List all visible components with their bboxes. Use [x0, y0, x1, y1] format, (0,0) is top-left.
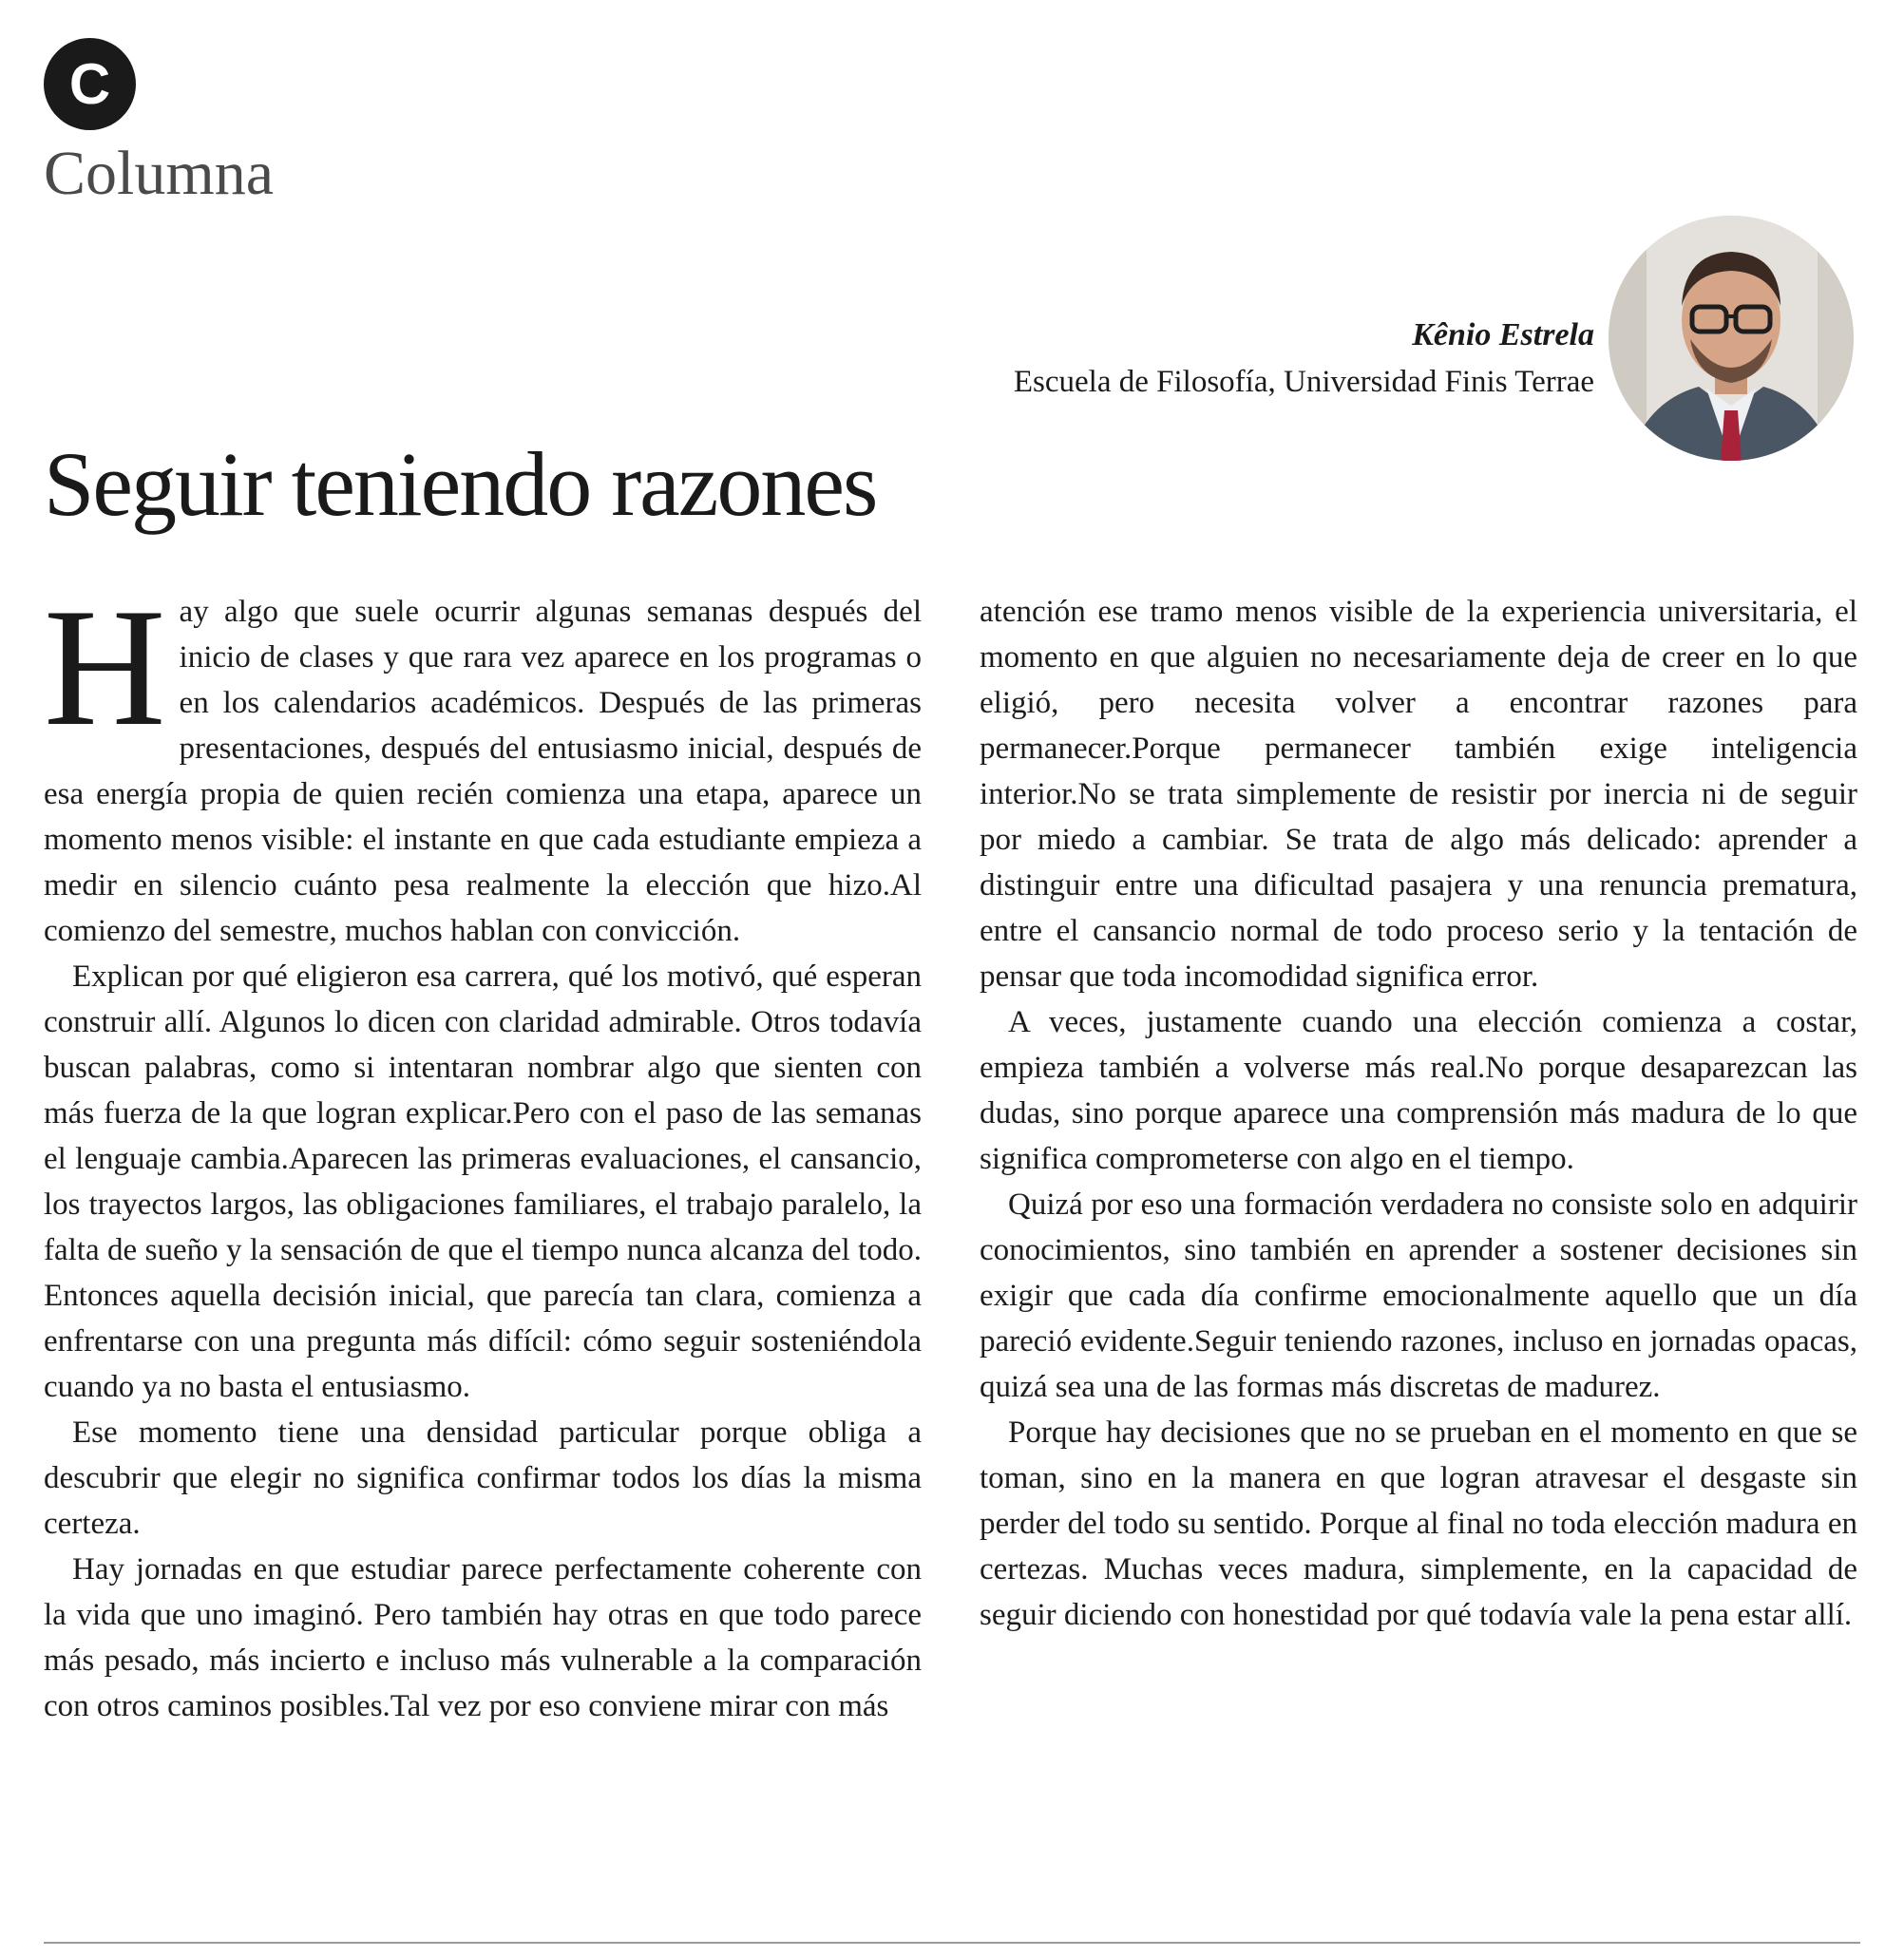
article-paragraph: atención ese tramo menos visible de la experiencia universitaria, el momento en que alguien no necesariamente deja de creer en lo que eligió, pero necesita volver a encontrar razones para permanecer.Porque permanecer también exige inteligencia interior.No se trata simplemente de resistir por inercia ni de seguir por miedo a cambiar. Se trata de algo más delicado: aprender a distinguir entre una dificultad pasajera y una renuncia prematura, entre el cansancio normal de todo proceso serio y la tentación de pensar que toda incomodidad significa error. — [980, 595, 1857, 994]
headline: Seguir teniendo razones — [44, 433, 877, 535]
author-photo — [1609, 216, 1854, 461]
article-paragraph: Porque hay decisiones que no se prueban en el momento en que se toman, sino en la manera en que logran atravesar el desgaste sin perder del todo su sentido. Porque al final no toda elección madura en certezas. Muchas veces madura, simplemente, en la capacidad de seguir diciendo con honestidad por qué todavía vale la pena estar allí. — [980, 1416, 1857, 1632]
article-column-left — [44, 573, 922, 1729]
article-paragraph: Hay jornadas en que estudiar parece perfectamente coherente con la vida que uno imaginó. Pero también hay otras en que todo parece más pesado, más incierto e incluso más vulnerable a la comparación con otros caminos posibles.Tal vez por eso conviene mirar con más — [44, 1552, 922, 1723]
article-paragraph: Explican por qué eligieron esa carrera, qué los motivó, qué esperan construir allí. Algunos lo dicen con claridad admirable. Otros todavía buscan palabras, como si intentaran nombrar algo que sienten con más fuerza de la que logran explicar.Pero con el paso de las semanas el lenguaje cambia.Aparecen las primeras evaluaciones, el cansancio, los trayectos largos, las obligaciones familiares, el trabajo paralelo, la falta de sueño y la sensación de que el tiempo nunca alcanza del todo. Entonces aquella decisión inicial, que parecía tan clara, comienza a enfrentarse con una pregunta más difícil: cómo seguir sosteniéndola cuando ya no basta el entusiasmo. — [44, 960, 922, 1404]
author-portrait-icon — [1609, 216, 1854, 461]
bottom-divider — [44, 1942, 1860, 1944]
article-column-right — [980, 589, 1857, 1638]
article-paragraph: A veces, justamente cuando una elección comienza a costar, empieza también a volverse más real.No porque desaparezcan las dudas, sino porque aparece una comprensión más madura de lo que significa comprometerse con algo en el tiempo. — [980, 1005, 1857, 1176]
author-affiliation: Escuela de Filosofía, Universidad Finis Terrae — [1013, 365, 1594, 399]
article-paragraph: Quizá por eso una formación verdadera no consiste solo en adquirir conocimientos, sino también en aprender a sostener decisiones sin exigir que cada día confirme emocionalmente aquello que un día pareció evidente.Seguir teniendo razones, incluso en jornadas opacas, quizá sea una de las formas más discretas de madurez. — [980, 1188, 1857, 1404]
paragraph-text: ay algo que suele ocurrir algunas semanas después del inicio de clases y que rara vez aparece en los programas o en los calendarios académicos. Después de las primeras presentaciones, después del entusiasmo inicial, después de esa energía propia de quien recién comienza una etapa, aparece un momento menos visible: el instante en que cada estudiante empieza a medir en silencio cuánto pesa realmente la elección que hizo.Al comienzo del semestre, muchos hablan con convicción. — [44, 595, 922, 948]
section-badge: C — [44, 38, 136, 130]
drop-cap: H — [44, 573, 166, 761]
article-paragraph: Ese momento tiene una densidad particular porque obliga a descubrir que elegir no significa confirmar todos los días la misma certeza. — [44, 1416, 922, 1541]
author-name: Kênio Estrela — [1412, 317, 1594, 352]
section-label: Columna — [44, 139, 274, 208]
article-paragraph — [44, 573, 922, 954]
